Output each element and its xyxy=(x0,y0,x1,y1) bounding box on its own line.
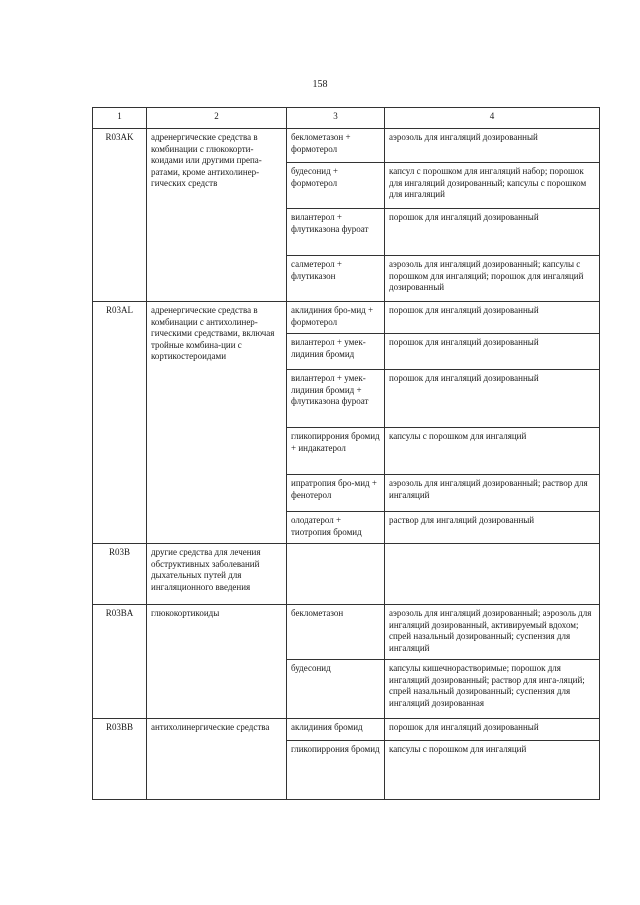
substance: гликопиррония бромид xyxy=(287,741,385,800)
table-row xyxy=(93,544,600,605)
column-header-4: 4 xyxy=(385,108,600,129)
dosage-forms: капсул с порошком для ингаляций набор; порошок для ингаляций дозированный; капсулы с порошком для ингаляций xyxy=(385,163,600,209)
substance: ипратропия бро-мид + фенотерол xyxy=(287,475,385,512)
substance xyxy=(287,544,385,605)
group-name: другие средства для лечения обструктивных заболеваний дыхательных путей для ингаляционного введения xyxy=(147,544,287,605)
header-row xyxy=(93,108,600,129)
drug-table xyxy=(92,107,600,800)
substance: аклидиния бро-мид + формотерол xyxy=(287,302,385,334)
table-row xyxy=(93,719,600,741)
substance: гликопиррония бромид + индакатерол xyxy=(287,428,385,475)
dosage-forms: порошок для ингаляций дозированный xyxy=(385,370,600,428)
atc-code: R03B xyxy=(93,544,147,605)
table-row xyxy=(93,605,600,660)
atc-code: R03AL xyxy=(93,302,147,544)
dosage-forms: капсулы с порошком для ингаляций xyxy=(385,741,600,800)
substance: вилантерол + умек-лидиния бромид xyxy=(287,334,385,370)
column-header-2: 2 xyxy=(147,108,287,129)
atc-code: R03BA xyxy=(93,605,147,719)
group-name: антихолинергические средства xyxy=(147,719,287,800)
table-row xyxy=(93,129,600,163)
substance: будесонид + формотерол xyxy=(287,163,385,209)
dosage-forms: капсулы кишечнорастворимые; порошок для ингаляций дозированный; раствор для инга-ляций; спрей назальный дозированный; суспензия для ингаляций дозированная xyxy=(385,660,600,719)
substance: будесонид xyxy=(287,660,385,719)
substance: беклометазон + формотерол xyxy=(287,129,385,163)
dosage-forms: раствор для ингаляций дозированный xyxy=(385,512,600,544)
page-number: 158 xyxy=(312,79,328,90)
dosage-forms: аэрозоль для ингаляций дозированный xyxy=(385,129,600,163)
group-name: адренергические средства в комбинации с антихолинер-гическими средствами, включая тройные комбина-ции с кортикостероидами xyxy=(147,302,287,544)
dosage-forms: порошок для ингаляций дозированный xyxy=(385,209,600,256)
dosage-forms: порошок для ингаляций дозированный xyxy=(385,334,600,370)
dosage-forms: аэрозоль для ингаляций дозированный; раствор для ингаляций xyxy=(385,475,600,512)
substance: олодатерол + тиотропия бромид xyxy=(287,512,385,544)
dosage-forms xyxy=(385,544,600,605)
substance: салметерол + флутиказон xyxy=(287,256,385,302)
table-row xyxy=(93,302,600,334)
dosage-forms: аэрозоль для ингаляций дозированный; капсулы с порошком для ингаляций; порошок для ингаляций дозированный xyxy=(385,256,600,302)
dosage-forms: порошок для ингаляций дозированный xyxy=(385,302,600,334)
group-name: адренергические средства в комбинации с глюкокорти-коидами или другими препа-ратами, кроме антихолинер-гических средств xyxy=(147,129,287,302)
column-header-3: 3 xyxy=(287,108,385,129)
dosage-forms: аэрозоль для ингаляций дозированный; аэрозоль для ингаляций дозированный, активируемый вдохом; спрей назальный дозированный; суспензия для ингаляций xyxy=(385,605,600,660)
atc-code: R03AK xyxy=(93,129,147,302)
substance: вилантерол + флутиказона фуроат xyxy=(287,209,385,256)
dosage-forms: порошок для ингаляций дозированный xyxy=(385,719,600,741)
substance: вилантерол + умек-лидиния бромид + флутиказона фуроат xyxy=(287,370,385,428)
group-name: глюкокортикоиды xyxy=(147,605,287,719)
column-header-1: 1 xyxy=(93,108,147,129)
substance: аклидиния бромид xyxy=(287,719,385,741)
dosage-forms: капсулы с порошком для ингаляций xyxy=(385,428,600,475)
substance: беклометазон xyxy=(287,605,385,660)
atc-code: R03BB xyxy=(93,719,147,800)
